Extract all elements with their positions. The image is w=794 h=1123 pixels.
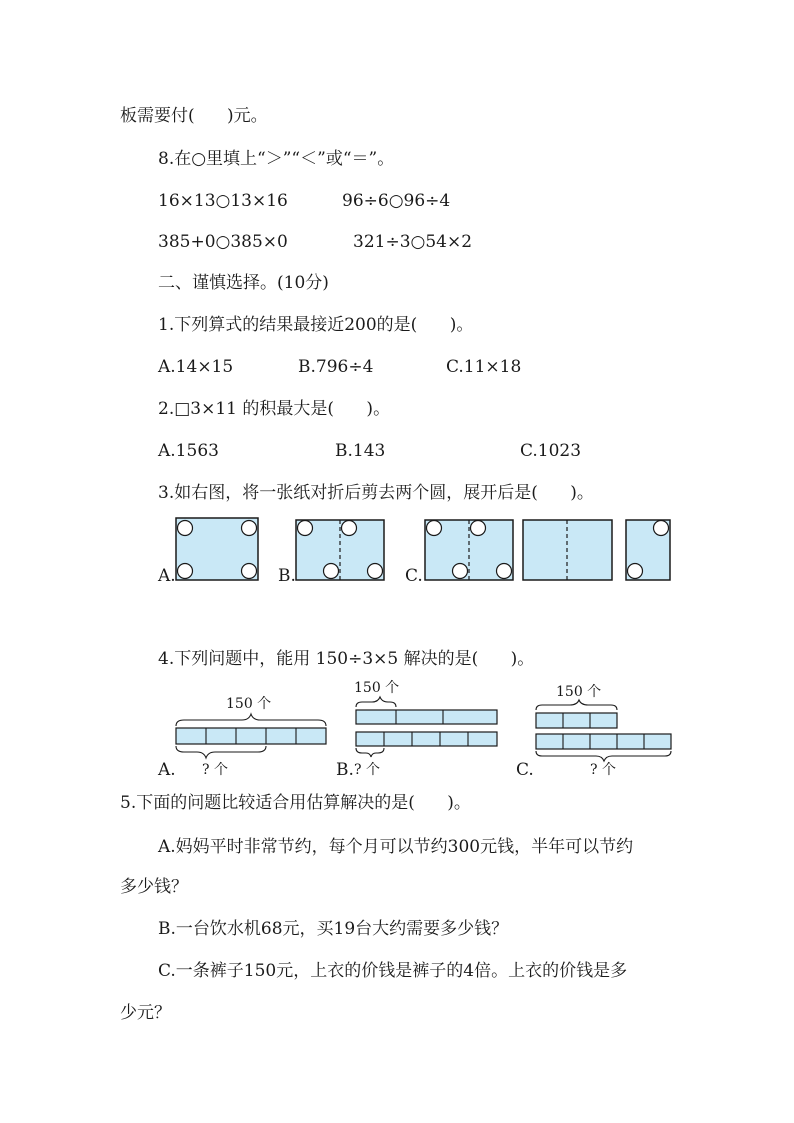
q3-reference-paper <box>523 520 612 580</box>
mc5-option-a-cont: 多少钱？ <box>120 877 188 897</box>
mc2-option-c: C.1023 <box>520 441 582 461</box>
mc3-option-a-label: A. <box>158 566 176 586</box>
mc4-option-c-label: C. <box>516 760 534 780</box>
mc1-option-a: A.14×15 <box>158 357 234 377</box>
q4-c-top-label: 150 个 <box>556 684 602 700</box>
mc5-option-c: C.一条裤子150元，上衣的价钱是裤子的4倍。上衣的价钱是多 <box>158 961 628 981</box>
mc5-option-b: B.一台饮水机68元，买19台大约需要多少钱？ <box>158 919 509 939</box>
mc2-option-a: A.1563 <box>158 441 219 461</box>
line-1: 板需要付( )元。 <box>120 106 268 126</box>
mc5-option-a: A.妈妈平时非常节约，每个月可以节约300元钱，半年可以节约 <box>158 837 634 857</box>
mc-question-1: 1.下列算式的结果最接近200的是( )。 <box>158 315 474 335</box>
q4-b-bottom-label: ? 个 <box>354 762 380 778</box>
mc3-option-c-label: C. <box>405 566 423 586</box>
mc5-option-c-cont: 少元？ <box>120 1003 171 1023</box>
q4-option-c-diagram <box>536 684 671 778</box>
q8-expr-1: 16×13○13×16 <box>158 191 288 211</box>
q3-folded-paper <box>626 520 670 580</box>
mc3-option-b-label: B. <box>278 566 296 586</box>
q8-expr-2: 96÷6○96÷4 <box>342 191 451 211</box>
q8-expr-4: 321÷3○54×2 <box>353 232 473 252</box>
q3-option-a-paper <box>176 518 258 580</box>
mc2-option-b: B.143 <box>335 441 386 461</box>
mc-question-2: 2.□3×11 的积最大是( )。 <box>158 399 391 419</box>
q4-diagrams <box>170 676 680 780</box>
q4-c-bottom-label: ? 个 <box>590 762 616 778</box>
q4-b-top-label: 150 个 <box>354 680 400 696</box>
mc-question-4: 4.下列问题中，能用 150÷3×5 解决的是( )。 <box>158 649 535 669</box>
mc4-option-a-label: A. <box>158 760 176 780</box>
mc4-option-b-label: B. <box>336 760 354 780</box>
q4-a-top-label: 150 个 <box>226 696 272 712</box>
question-8: 8.在○里填上“＞”“＜”或“＝”。 <box>158 149 395 169</box>
mc-question-3: 3.如右图，将一张纸对折后剪去两个圆，展开后是( )。 <box>158 483 594 503</box>
q4-option-b-diagram <box>354 680 497 778</box>
mc-question-5: 5.下面的问题比较适合用估算解决的是( )。 <box>120 793 471 813</box>
q3-figures <box>174 516 674 584</box>
q3-option-c-paper <box>425 520 513 580</box>
mc1-option-b: B.796÷4 <box>298 357 374 377</box>
q4-option-a-diagram <box>176 696 326 778</box>
mc1-option-c: C.11×18 <box>446 357 522 377</box>
q4-a-bottom-label: ? 个 <box>202 762 228 778</box>
section-2-heading: 二、谨慎选择。(10分) <box>158 273 329 293</box>
q3-option-b-paper <box>296 520 384 580</box>
q8-expr-3: 385+0○385×0 <box>158 232 288 252</box>
